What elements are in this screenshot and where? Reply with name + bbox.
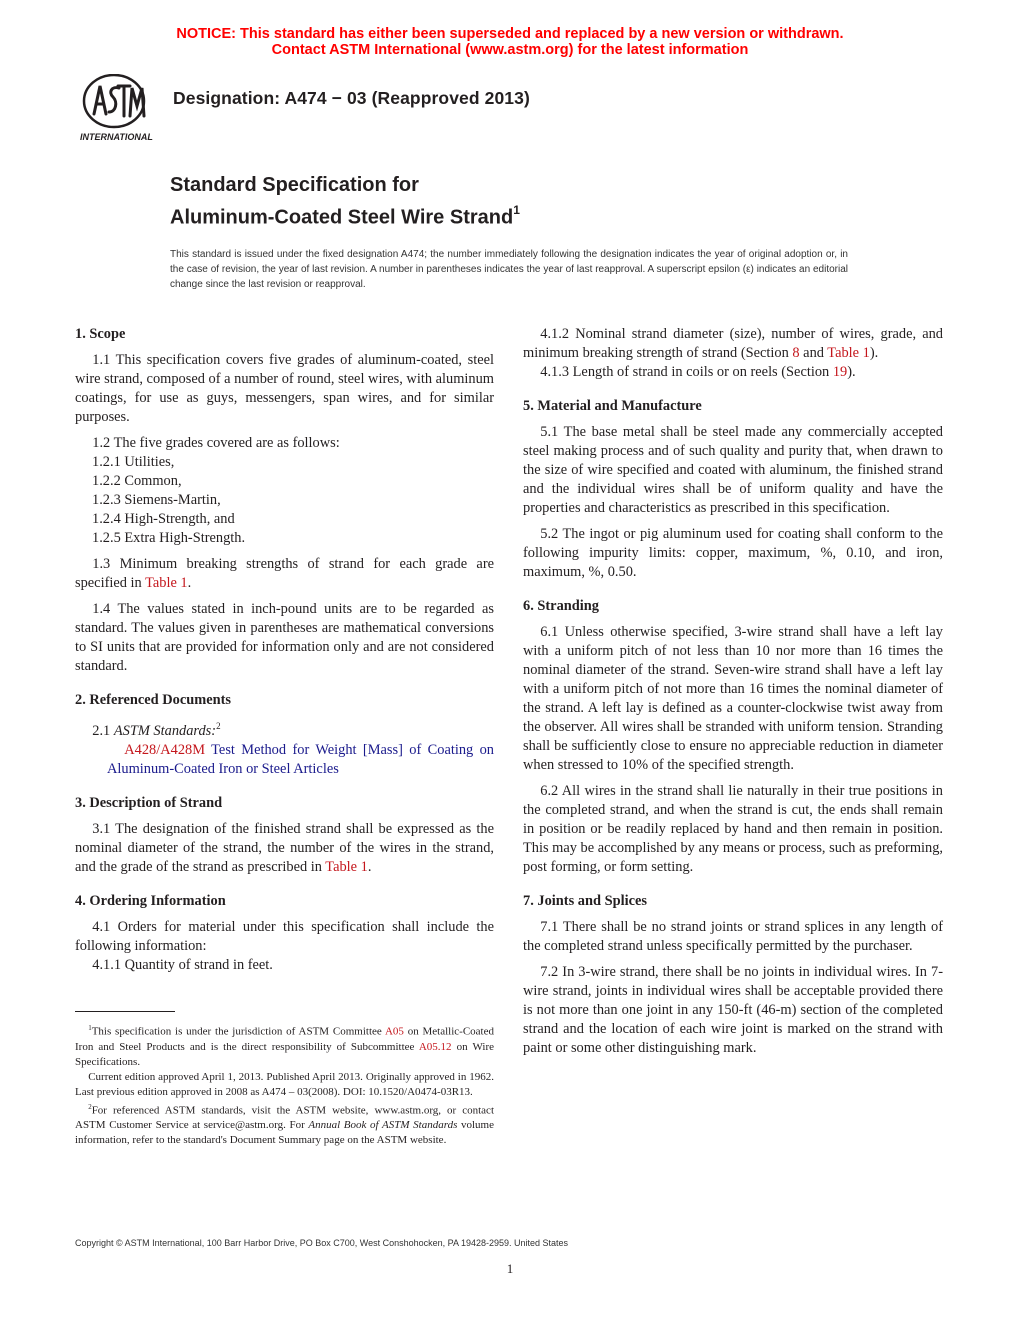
committee-a05-link[interactable]: A05 [384, 1025, 404, 1038]
para-5-1: 5.1 The base metal shall be steel made any commercially accepted steel making process and of such quality and purity that, when drawn to the size of wire specified and coated with aluminum, the finished strand and the individual wires shall be of uniform quality and have the properties and characteristics as prescribed in this specification. [523, 424, 943, 516]
footnote-1-edition: Current edition approved April 1, 2013. Published April 2013. Originally approved in 1962. Last previous edition approved in 2008 as A474 – 03(2008). DOI: 10.1520/A0474-03R13. [75, 1070, 494, 1098]
section-3-heading: 3. Description of Strand [75, 794, 223, 811]
grade-item: 1.2.5 Extra High-Strength. [92, 530, 246, 546]
para-6-1: 6.1 Unless otherwise specified, 3-wire strand shall have a left lay with a uniform pitch of not less than 10 nor more than 16 times the nominal diameter of the strand. Seven-wire strand shall have a left lay with a uniform pitch of not more than 16 times the nominal diameter of the strand. A left lay is defined as a counter-clockwise twist away from the observer. All wires shall be stranded with uniform tension. Stranding shall be sufficiently close to ensure no appreciable reduction in diameter when stressed to 10% of the specified strength. [523, 624, 943, 773]
para-4-1-1: 4.1.1 Quantity of strand in feet. [92, 956, 273, 973]
copyright: Copyright © ASTM International, 100 Barr Harbor Drive, PO Box C700, West Conshohocken, PA 19428-2959. United States [75, 1238, 569, 1248]
para-4-1-2: 4.1.2 Nominal strand diameter (size), number of wires, grade, and minimum breaking strength of strand (Section 8 and Table 1). [523, 326, 943, 361]
grade-item: 1.2.2 Common, [92, 473, 182, 489]
footnotes [75, 1021, 494, 1148]
para-7-2: 7.2 In 3-wire strand, there shall be no joints in individual wires. In 7-wire strand, joints in individual wires shall be acceptable provided there is not more than one joint in any 150-ft (46-m) section of the completed strand and the location of each wire joint is marked on the strand with paint or some other distinguishing mark. [523, 964, 943, 1056]
reference-a428-code[interactable]: A428/A428M [124, 741, 206, 758]
page-number: 1 [506, 1261, 514, 1276]
para-3-1: 3.1 The designation of the finished strand shall be expressed as the nominal diameter of the strand, the number of the wires in the strand, and the grade of the strand as prescribed in Table 1. [75, 820, 494, 875]
para-1-1: 1.1 This specification covers five grades of aluminum-coated, steel wire strand, composed of a number of round, steel wires, with aluminum coatings, for use as guys, messengers, span wires, and for similar purposes. [75, 352, 494, 425]
section-1-heading: 1. Scope [75, 326, 126, 342]
right-column [523, 325, 943, 1058]
para-6-2: 6.2 All wires in the strand shall lie naturally in their true positions in the completed strand, and when the strand is cut, the ends shall remain in position or be readily replaced by hand and then remain in position. This may be accomplished by any means or process, such as preforming, post forming, or form setting. [523, 783, 944, 875]
left-column [75, 325, 494, 975]
section-2-heading: 2. Referenced Documents [75, 692, 231, 708]
title-line-1: Standard Specification for [170, 174, 419, 196]
title-footnote-mark: 1 [513, 203, 520, 217]
para-2-1: 2.1 ASTM Standards:$^2$ [92, 721, 221, 739]
notice-line-2: Contact ASTM International (www.astm.org) for the latest information [271, 42, 749, 58]
notice-line-1: NOTICE: This standard has either been superseded and replaced by a new version or withdrawn. [176, 26, 844, 42]
table-1-link[interactable]: Table 1 [145, 575, 188, 591]
designation: Designation: A474 − 03 (Reapproved 2013) [173, 88, 530, 108]
issuance-note: This standard is issued under the fixed designation A474; the number immediately following the designation indicates the year of original adoption or, in the case of revision, the year of last revision. A number in parentheses indicates the year of last reapproval. A superscript epsilon (ε) indicates an editorial change since the last revision or reapproval. [170, 249, 848, 290]
section-4-heading: 4. Ordering Information [75, 892, 226, 909]
section-6-heading: 6. Stranding [523, 598, 599, 614]
para-4-1-3: 4.1.3 Length of strand in coils or on reels (Section 19). [540, 364, 856, 380]
para-4-1: 4.1 Orders for material under this specification shall include the following information: [75, 918, 494, 954]
astm-logo [76, 74, 160, 144]
para-7-1: 7.1 There shall be no strand joints or strand splices in any length of the completed strand unless specifically permitted by the purchaser. [523, 919, 943, 954]
logo-subtitle: INTERNATIONAL [80, 132, 153, 142]
reference-a428[interactable] [75, 741, 494, 779]
supersession-notice [0, 26, 1020, 58]
para-1-3: 1.3 Minimum breaking strengths of strand for each grade are specified in Table 1. [75, 556, 494, 591]
para-1-2: 1.2 The five grades covered are as follows: [92, 435, 340, 451]
grade-item: 1.2.4 High-Strength, and [92, 511, 235, 527]
footnote-divider [75, 1011, 175, 1012]
subcommittee-a05-12-link[interactable]: A05.12 [418, 1040, 452, 1053]
grade-item: 1.2.1 Utilities, [92, 454, 175, 470]
grade-item: 1.2.3 Siemens-Martin, [92, 492, 221, 508]
footnote-1: $^1$This specification is under the jurisdiction of ASTM Committee A05 on Metallic-Coated Iron and Steel Products and is the direct responsibility of Subcommittee A05.12 on Wire Specifications. [75, 1024, 494, 1068]
section-8-link[interactable]: 8 [792, 345, 800, 361]
para-1-4: 1.4 The values stated in inch-pound units are to be regarded as standard. The values given in parentheses are mathematical conversions to SI units that are provided for information only and are not considered standard. [75, 601, 494, 674]
title-line-2: Aluminum-Coated Steel Wire Strand [170, 206, 514, 229]
table-1-link[interactable]: Table 1 [827, 345, 870, 361]
section-5-heading: 5. Material and Manufacture [523, 398, 702, 414]
para-5-2: 5.2 The ingot or pig aluminum used for coating shall conform to the following impurity limits: copper, maximum, %, 0.10, and iron, maximum, %, 0.50. [523, 526, 943, 580]
footnote-2: $^2$For referenced ASTM standards, visit the ASTM website, www.astm.org, or contact ASTM Customer Service at service@astm.org. For Annual Book of ASTM Standards volume information, refer to the standard's Document Summary page on the ASTM website. [75, 1102, 494, 1147]
table-1-link[interactable]: Table 1 [325, 858, 368, 875]
reference-a428-title[interactable]: Test Method for Weight [Mass] of Coating on Aluminum-Coated Iron or Steel Articles [107, 741, 494, 777]
document-title [170, 172, 520, 232]
section-19-link[interactable]: 19 [832, 364, 848, 380]
section-7-heading: 7. Joints and Splices [523, 893, 647, 909]
